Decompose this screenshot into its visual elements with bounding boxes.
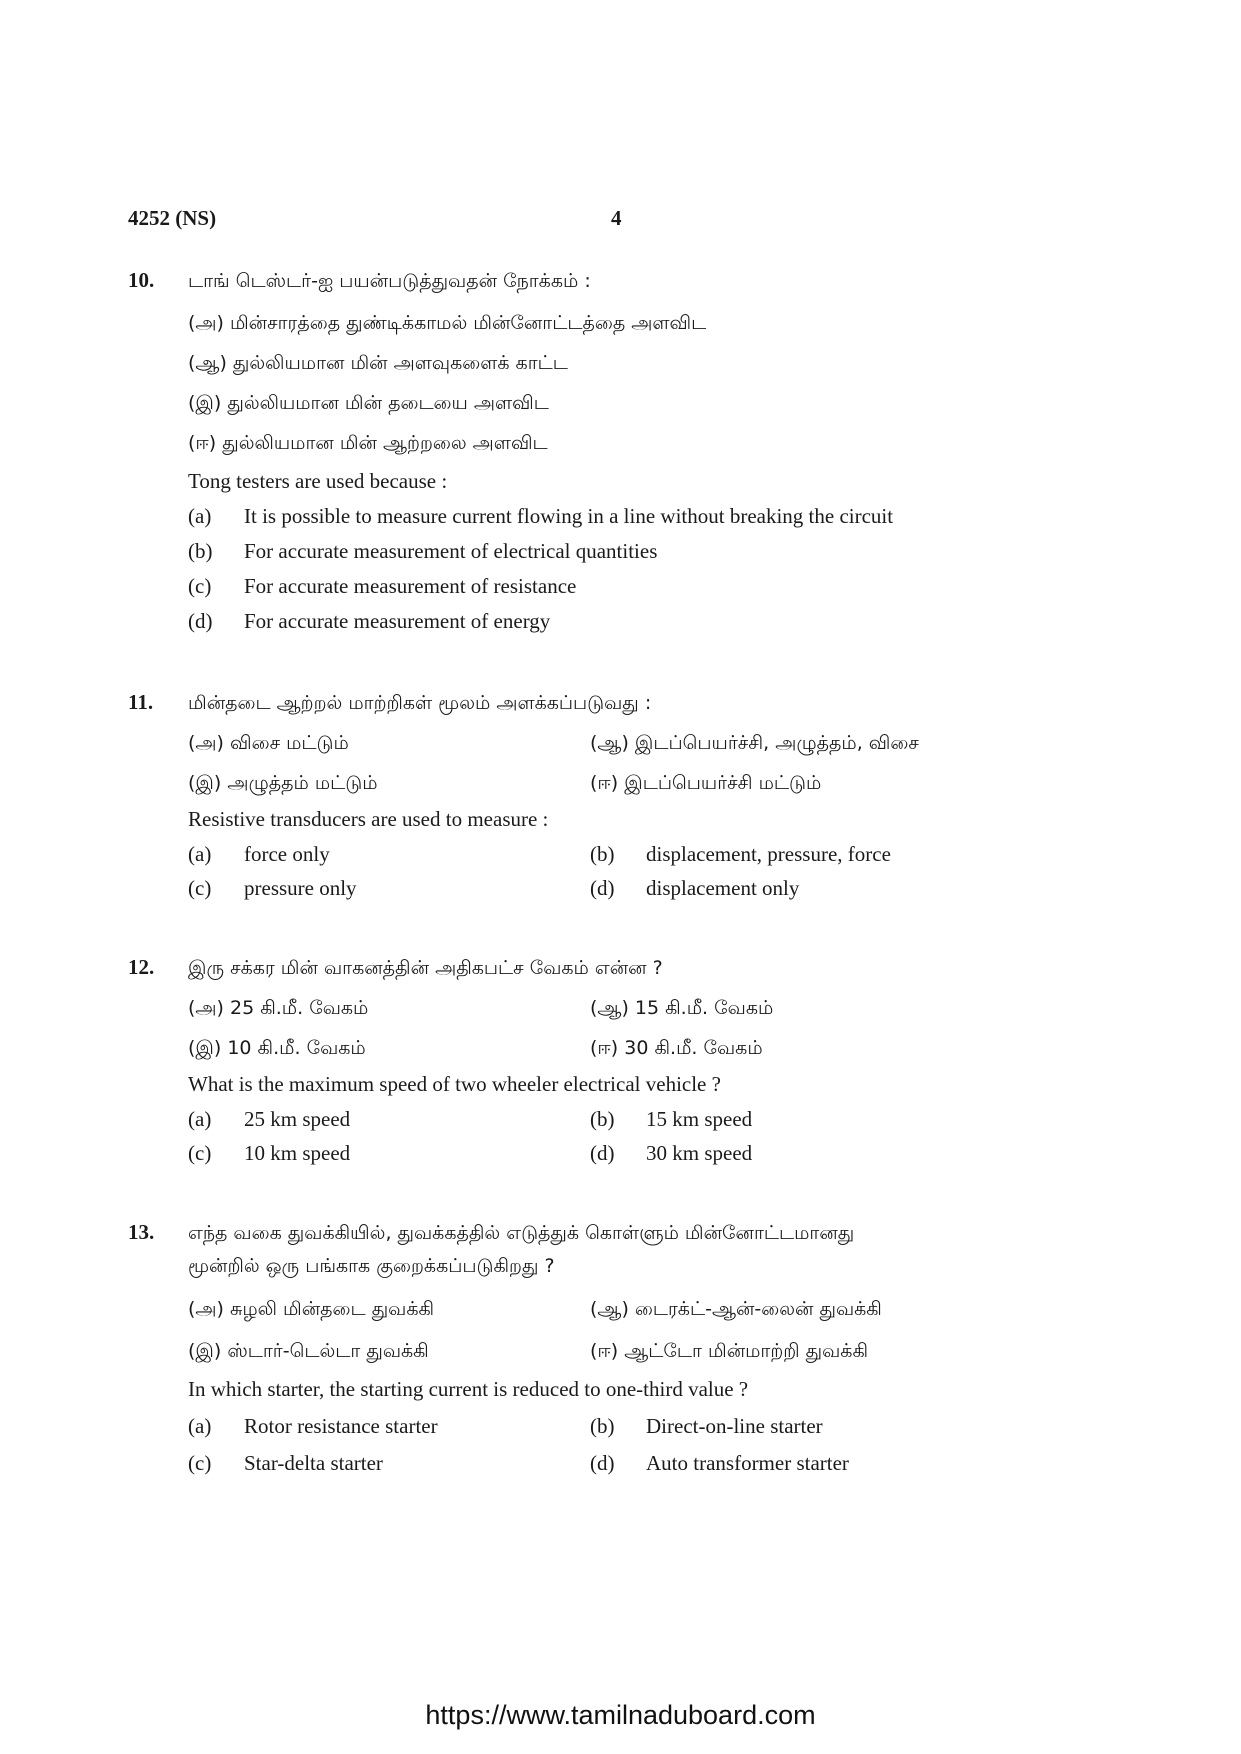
option-tamil-a: (அ) விசை மட்டும் [188,732,349,754]
option-tamil-c: (இ) துல்லியமான மின் தடையை அளவிட [188,392,549,414]
option-english-d: (d) displacement only [590,876,800,900]
option-tamil-d: (ஈ) 30 கி.மீ. வேகம் [590,1037,763,1059]
option-english-a: (a) 25 km speed [188,1107,351,1131]
option-tamil-b: (ஆ) 15 கி.மீ. வேகம் [590,997,774,1019]
question-text-tamil: எந்த வகை துவக்கியில், துவக்கத்தில் எடுத்துக் கொள்ளும் மின்னோட்டமானது [188,1222,855,1244]
question-text-tamil: மின்தடை ஆற்றல் மாற்றிகள் மூலம் அளக்கப்படுவது : [188,692,652,714]
option-tamil-b: (ஆ) டைரக்ட்-ஆன்-லைன் துவக்கி [590,1298,882,1320]
question-text-tamil: இரு சக்கர மின் வாகனத்தின் அதிகபட்ச வேகம் என்ன ? [188,957,663,979]
option-tamil-d: (ஈ) துல்லியமான மின் ஆற்றலை அளவிட [188,432,548,454]
option-english-a: (a) Rotor resistance starter [188,1414,438,1438]
option-tamil-a: (அ) சுழலி மின்தடை துவக்கி [188,1298,435,1320]
question-text-english: Resistive transducers are used to measure : [188,807,549,831]
option-tamil-b: (ஆ) இடப்பெயர்ச்சி, அழுத்தம், விசை [590,732,919,754]
page-number: 4 [611,206,622,230]
option-english-a: (a) force only [188,842,330,866]
question-number: 11. [128,690,154,714]
option-tamil-c: (இ) அழுத்தம் மட்டும் [188,772,378,794]
option-english-c: (c) Star-delta starter [188,1451,383,1475]
option-tamil-b: (ஆ) துல்லியமான மின் அளவுகளைக் காட்ட [188,352,568,374]
option-english-b: (b) Direct-on-line starter [590,1414,823,1438]
option-english-b: (b) For accurate measurement of electrical quantities [188,539,658,563]
option-tamil-d: (ஈ) இடப்பெயர்ச்சி மட்டும் [590,772,822,794]
option-english-c: (c) 10 km speed [188,1141,351,1165]
question-number: 13. [128,1220,155,1244]
question-number: 12. [128,955,155,979]
option-tamil-a: (அ) மின்சாரத்தை துண்டிக்காமல் மின்னோட்டத்தை அளவிட [188,312,707,334]
option-english-a: (a) It is possible to measure current flowing in a line without breaking the circuit [188,504,894,528]
option-tamil-c: (இ) 10 கி.மீ. வேகம் [188,1037,366,1059]
option-english-d: (d) 30 km speed [590,1141,753,1165]
question-text-english: What is the maximum speed of two wheeler electrical vehicle ? [188,1072,721,1096]
question-text-tamil-line2: மூன்றில் ஒரு பங்காக குறைக்கப்படுகிறது ? [188,1255,555,1277]
option-english-d: (d) For accurate measurement of energy [188,609,551,633]
option-tamil-c: (இ) ஸ்டார்-டெல்டா துவக்கி [188,1340,429,1362]
option-english-b: (b) displacement, pressure, force [590,842,891,866]
question-text-english: Tong testers are used because : [188,469,448,493]
option-english-b: (b) 15 km speed [590,1107,753,1131]
option-english-c: (c) pressure only [188,876,357,900]
option-english-d: (d) Auto transformer starter [590,1451,849,1475]
question-text-english: In which starter, the starting current is reduced to one-third value ? [188,1377,749,1401]
option-tamil-a: (அ) 25 கி.மீ. வேகம் [188,997,369,1019]
paper-code: 4252 (NS) [128,206,217,230]
question-number: 10. [128,268,155,292]
footer-url[interactable]: https://www.tamilnaduboard.com [425,1700,816,1730]
option-english-c: (c) For accurate measurement of resistance [188,574,577,598]
question-text-tamil: டாங் டெஸ்டர்-ஐ பயன்படுத்துவதன் நோக்கம் : [188,270,591,292]
option-tamil-d: (ஈ) ஆட்டோ மின்மாற்றி துவக்கி [590,1340,869,1362]
